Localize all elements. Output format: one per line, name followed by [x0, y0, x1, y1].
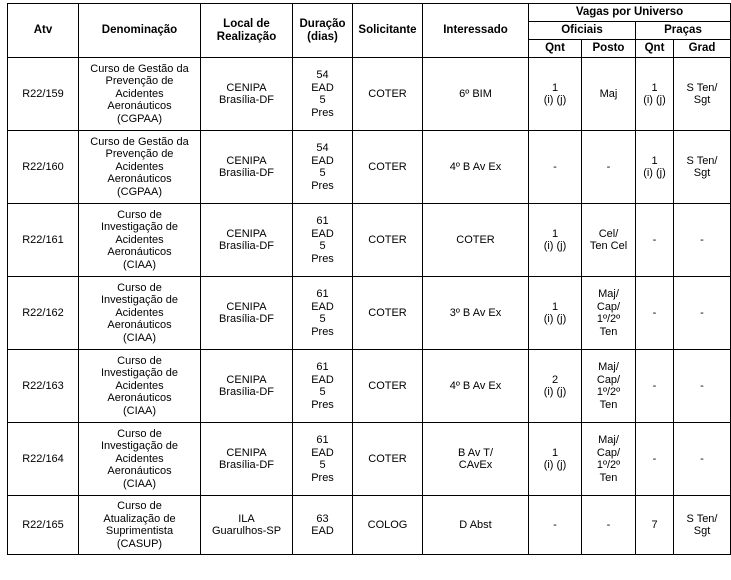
- cell-posto: Maj: [582, 58, 636, 131]
- cell-qnt-oficiais: 1 (i) (j): [529, 423, 582, 496]
- cell-grad: S Ten/ Sgt: [674, 58, 731, 131]
- cell-atv: R22/160: [8, 131, 79, 204]
- cell-qnt-oficiais: 2 (i) (j): [529, 350, 582, 423]
- table-row: [8, 496, 731, 555]
- cell-local: CENIPA Brasília-DF: [201, 423, 293, 496]
- cell-qnt-pracas: -: [636, 204, 674, 277]
- cell-qnt-pracas: -: [636, 423, 674, 496]
- cell-atv: R22/162: [8, 277, 79, 350]
- cell-grad: -: [674, 423, 731, 496]
- cell-atv: R22/163: [8, 350, 79, 423]
- cell-duracao: 61 EAD 5 Pres: [293, 423, 353, 496]
- cell-solicitante: COLOG: [353, 496, 423, 555]
- cell-posto: Maj/ Cap/ 1º/2º Ten: [582, 350, 636, 423]
- cell-local: CENIPA Brasília-DF: [201, 350, 293, 423]
- cell-denominacao: Curso de Investigação de Acidentes Aeronáuticos (CIAA): [79, 204, 201, 277]
- cell-grad: -: [674, 204, 731, 277]
- cell-qnt-pracas: 1 (i) (j): [636, 131, 674, 204]
- header-pracas: Praças: [636, 22, 731, 40]
- cell-posto: Maj/ Cap/ 1º/2º Ten: [582, 423, 636, 496]
- cell-denominacao: Curso de Investigação de Acidentes Aeronáuticos (CIAA): [79, 350, 201, 423]
- table-row: [8, 277, 731, 350]
- cell-grad: S Ten/ Sgt: [674, 131, 731, 204]
- header-posto: Posto: [582, 40, 636, 58]
- header-qnt-oficiais: Qnt: [529, 40, 582, 58]
- cell-duracao: 61 EAD 5 Pres: [293, 204, 353, 277]
- cell-qnt-pracas: -: [636, 350, 674, 423]
- cell-posto: Maj/ Cap/ 1º/2º Ten: [582, 277, 636, 350]
- table-row: [8, 131, 731, 204]
- courses-table: [7, 3, 731, 555]
- cell-duracao: 61 EAD 5 Pres: [293, 350, 353, 423]
- header-solicitante: Solicitante: [353, 4, 423, 58]
- cell-solicitante: COTER: [353, 277, 423, 350]
- cell-denominacao: Curso de Investigação de Acidentes Aeronáuticos (CIAA): [79, 277, 201, 350]
- cell-grad: -: [674, 277, 731, 350]
- cell-solicitante: COTER: [353, 350, 423, 423]
- cell-interessado: D Abst: [423, 496, 529, 555]
- cell-atv: R22/159: [8, 58, 79, 131]
- cell-qnt-pracas: 1 (i) (j): [636, 58, 674, 131]
- header-qnt-pracas: Qnt: [636, 40, 674, 58]
- cell-qnt-oficiais: -: [529, 496, 582, 555]
- cell-solicitante: COTER: [353, 131, 423, 204]
- cell-atv: R22/164: [8, 423, 79, 496]
- cell-solicitante: COTER: [353, 204, 423, 277]
- cell-duracao: 63 EAD: [293, 496, 353, 555]
- header-duracao: Duração (dias): [293, 4, 353, 58]
- cell-atv: R22/165: [8, 496, 79, 555]
- cell-denominacao: Curso de Investigação de Acidentes Aeronáuticos (CIAA): [79, 423, 201, 496]
- cell-local: CENIPA Brasília-DF: [201, 204, 293, 277]
- cell-interessado: 4º B Av Ex: [423, 350, 529, 423]
- cell-posto: -: [582, 496, 636, 555]
- header-local: Local de Realização: [201, 4, 293, 58]
- cell-solicitante: COTER: [353, 58, 423, 131]
- header-grad: Grad: [674, 40, 731, 58]
- cell-qnt-oficiais: 1 (i) (j): [529, 58, 582, 131]
- cell-qnt-pracas: -: [636, 277, 674, 350]
- cell-solicitante: COTER: [353, 423, 423, 496]
- header-denominacao: Denominação: [79, 4, 201, 58]
- cell-interessado: 4º B Av Ex: [423, 131, 529, 204]
- table-row: [8, 204, 731, 277]
- cell-interessado: 6º BIM: [423, 58, 529, 131]
- cell-duracao: 54 EAD 5 Pres: [293, 58, 353, 131]
- cell-qnt-oficiais: 1 (i) (j): [529, 204, 582, 277]
- header-atv: Atv: [8, 4, 79, 58]
- cell-local: ILA Guarulhos-SP: [201, 496, 293, 555]
- cell-denominacao: Curso de Gestão da Prevenção de Acidentes Aeronáuticos (CGPAA): [79, 58, 201, 131]
- cell-grad: -: [674, 350, 731, 423]
- table-row: [8, 350, 731, 423]
- cell-qnt-pracas: 7: [636, 496, 674, 555]
- cell-denominacao: Curso de Atualização de Suprimentista (CASUP): [79, 496, 201, 555]
- cell-duracao: 61 EAD 5 Pres: [293, 277, 353, 350]
- table-row: [8, 58, 731, 131]
- cell-duracao: 54 EAD 5 Pres: [293, 131, 353, 204]
- cell-qnt-oficiais: 1 (i) (j): [529, 277, 582, 350]
- cell-local: CENIPA Brasília-DF: [201, 58, 293, 131]
- header-vagas: Vagas por Universo: [529, 4, 731, 22]
- cell-local: CENIPA Brasília-DF: [201, 277, 293, 350]
- cell-atv: R22/161: [8, 204, 79, 277]
- header-interessado: Interessado: [423, 4, 529, 58]
- cell-grad: S Ten/ Sgt: [674, 496, 731, 555]
- header-oficiais: Oficiais: [529, 22, 636, 40]
- table-row: [8, 423, 731, 496]
- cell-interessado: B Av T/ CAvEx: [423, 423, 529, 496]
- cell-qnt-oficiais: -: [529, 131, 582, 204]
- cell-interessado: COTER: [423, 204, 529, 277]
- cell-posto: -: [582, 131, 636, 204]
- cell-posto: Cel/ Ten Cel: [582, 204, 636, 277]
- cell-interessado: 3º B Av Ex: [423, 277, 529, 350]
- cell-local: CENIPA Brasília-DF: [201, 131, 293, 204]
- cell-denominacao: Curso de Gestão da Prevenção de Acidentes Aeronáuticos (CGPAA): [79, 131, 201, 204]
